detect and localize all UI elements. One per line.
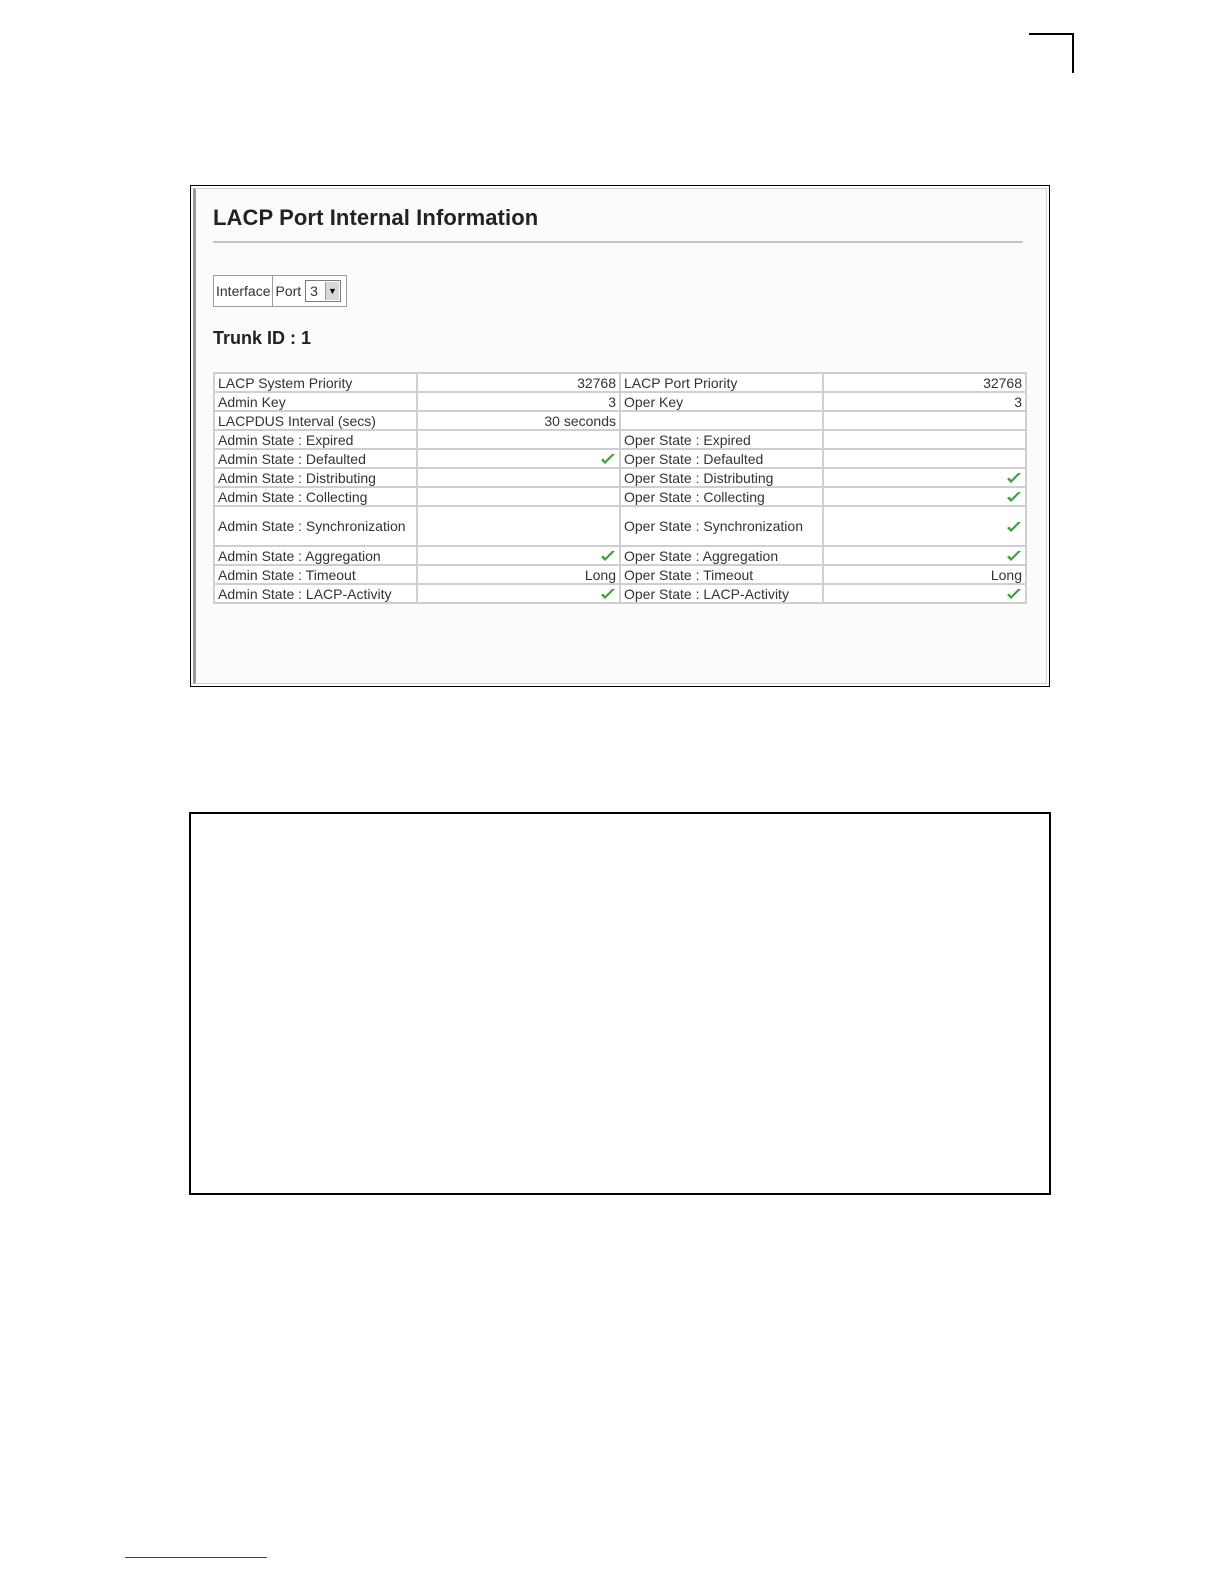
field-value: 32768 <box>983 374 1022 391</box>
right-value-cell <box>823 468 1026 487</box>
field-label: Admin Key <box>218 393 286 410</box>
table-row <box>214 468 1026 487</box>
right-value-cell <box>823 430 1026 449</box>
crop-mark-vertical <box>1072 33 1074 73</box>
port-select-value: 3 <box>310 283 318 299</box>
left-label-cell <box>214 565 417 584</box>
field-label: LACP Port Priority <box>624 374 738 391</box>
screenshot-frame <box>190 185 1050 687</box>
right-label-cell <box>620 449 823 468</box>
table-row <box>214 506 1026 546</box>
table-row <box>214 565 1026 584</box>
check-icon <box>1006 472 1022 485</box>
left-value-cell <box>417 430 620 449</box>
field-label: Admin State : LACP-Activity <box>218 585 392 602</box>
left-value-cell <box>417 468 620 487</box>
left-value-cell <box>417 373 620 392</box>
right-value-cell <box>823 584 1026 603</box>
cli-example-frame <box>189 812 1051 1195</box>
right-label-cell <box>620 546 823 565</box>
field-label: Oper State : Aggregation <box>624 547 779 564</box>
field-label: Oper State : Defaulted <box>624 450 764 467</box>
field-label: Oper State : Expired <box>624 431 751 448</box>
field-label: Oper Key <box>624 393 684 410</box>
table-row <box>214 392 1026 411</box>
left-value-cell <box>417 487 620 506</box>
field-value: 3 <box>1014 393 1022 410</box>
web-page-panel <box>193 188 1047 684</box>
port-select[interactable] <box>305 280 341 302</box>
field-label: Oper State : Distributing <box>624 469 774 486</box>
table-row <box>214 411 1026 430</box>
left-value-cell <box>417 584 620 603</box>
field-label: Admin State : Synchronization <box>218 518 406 534</box>
table-row <box>214 584 1026 603</box>
check-icon <box>600 453 616 466</box>
field-value: Long <box>990 566 1022 583</box>
table-row <box>214 546 1026 565</box>
interface-selector <box>213 275 347 307</box>
field-value: 3 <box>608 393 616 410</box>
page-title: LACP Port Internal Information <box>213 205 539 230</box>
interface-label: Interface <box>214 276 273 306</box>
crop-mark-horizontal <box>1029 33 1073 35</box>
left-value-cell <box>417 546 620 565</box>
field-label: Oper State : LACP-Activity <box>624 585 789 602</box>
left-label-cell <box>214 392 417 411</box>
right-label-cell <box>620 565 823 584</box>
right-label-cell <box>620 373 823 392</box>
right-label-cell <box>620 430 823 449</box>
check-icon <box>1006 550 1022 563</box>
right-label-cell <box>620 506 823 546</box>
field-label: Oper State : Synchronization <box>624 518 803 534</box>
left-label-cell <box>214 373 417 392</box>
table-row <box>214 430 1026 449</box>
left-value-cell <box>417 506 620 546</box>
lacp-info-table <box>213 372 1027 604</box>
field-value: 30 seconds <box>544 412 616 429</box>
port-label: Port <box>275 283 302 299</box>
table-row <box>214 487 1026 506</box>
left-value-cell <box>417 449 620 468</box>
field-label: LACPDUS Interval (secs) <box>218 412 376 429</box>
field-label: Admin State : Defaulted <box>218 450 366 467</box>
field-label: LACP System Priority <box>218 374 353 391</box>
left-label-cell <box>214 468 417 487</box>
right-value-cell <box>823 411 1026 430</box>
left-value-cell <box>417 565 620 584</box>
right-value-cell <box>823 546 1026 565</box>
left-value-cell <box>417 392 620 411</box>
check-icon <box>1006 588 1022 601</box>
right-value-cell <box>823 487 1026 506</box>
footer-rule <box>125 1557 267 1558</box>
check-icon <box>1006 521 1022 534</box>
trunk-id-heading: Trunk ID : 1 <box>213 328 312 348</box>
left-label-cell <box>214 546 417 565</box>
field-label: Oper State : Collecting <box>624 488 765 505</box>
left-label-cell <box>214 506 417 546</box>
left-value-cell <box>417 411 620 430</box>
left-label-cell <box>214 584 417 603</box>
right-label-cell <box>620 584 823 603</box>
check-icon <box>600 588 616 601</box>
right-value-cell <box>823 565 1026 584</box>
check-icon <box>1006 491 1022 504</box>
right-label-cell <box>620 411 823 430</box>
table-row <box>214 373 1026 392</box>
field-label: Admin State : Expired <box>218 431 354 448</box>
field-label: Admin State : Collecting <box>218 488 368 505</box>
title-divider <box>213 241 1023 243</box>
table-row <box>214 449 1026 468</box>
field-label: Admin State : Timeout <box>218 566 356 583</box>
right-label-cell <box>620 392 823 411</box>
left-label-cell <box>214 430 417 449</box>
left-label-cell <box>214 411 417 430</box>
left-label-cell <box>214 487 417 506</box>
port-selector-group <box>273 276 346 306</box>
left-label-cell <box>214 449 417 468</box>
right-value-cell <box>823 373 1026 392</box>
check-icon <box>600 550 616 563</box>
right-label-cell <box>620 468 823 487</box>
field-label: Oper State : Timeout <box>624 566 754 583</box>
dropdown-arrow-icon[interactable]: ▼ <box>325 282 340 300</box>
field-value: 32768 <box>577 374 616 391</box>
right-value-cell <box>823 506 1026 546</box>
field-value: Long <box>584 566 616 583</box>
field-label: Admin State : Aggregation <box>218 547 381 564</box>
right-label-cell <box>620 487 823 506</box>
right-value-cell <box>823 449 1026 468</box>
right-value-cell <box>823 392 1026 411</box>
field-label: Admin State : Distributing <box>218 469 376 486</box>
